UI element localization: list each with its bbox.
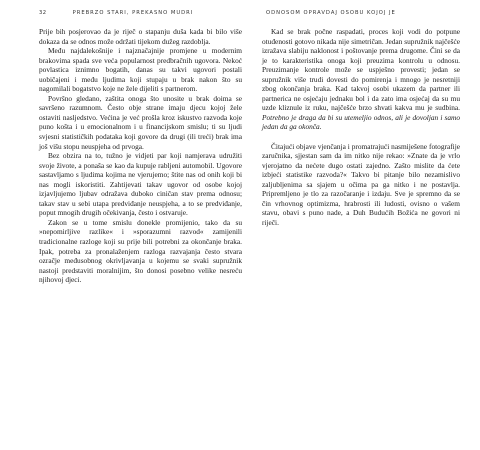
paragraph: Čitajući objave vjenčanja i promatrajući nasmiješene fotografije zaručnika, sjjestan sam da im nitko nije rekao: »Znate da je vrlo vjerojatno da nećete dugo ostati zajedno. Zašto mislite da ćete izbjeći statistike razvoda?« Takvo bi pitanje bilo nezamislivo zaljubljenima sa sjajem u očima pa ga nitko i ne postavlja. Pripremljeno je tlo za razočaranje i izdaju. Sve je spremno da se čin vrhovnog optimizma, hrabrosti ili ludosti, ovisno o vašem stavu, obavi s puno nade, a Duh Budućih Božića ne govori ni riječi. [262,141,460,227]
paragraph-text: Kad se brak počne raspadati, proces koji vodi do potpune otuđenosti gotovo nikada nije simetričan. Jedan supružnik najčešće izražava slabiju naklonost i poštovanje prema drugome. Čini se da je to karakteristika onoga koji preuzima kontrolu u odnosu. Preuzimanje kontrole može se uspješno provesti; jedan se supružnik više trudi dovesti do pomirenja i mnogo je nesretniji zbog okončanja braka. Kad takvoj osobi ukazem da partner ili partnerica ne osjećaju jednaku bol i da zato ima osjećaj da su mu uzde kliznule iz ruku, najčešće brzo shvati kakva mu je sudbina. [262,27,460,113]
right-running-title: ODNOSOM OPRAVDAJ OSOBU KOJOJ JE [266,10,396,16]
emphasized-text: Potrebno je draga da bi su utemeljio odnos, ali je dovoljan i samo jedan da ga okonča. [262,112,460,132]
paragraph: Bez obzira na to, tužno je vidjeti par koji namjerava udružiti svoje živote, a ponaša se kao da kupuje rabljeni automobil. Ugovore sastavljamo s ljudima kojima ne vjerujemo; štite nas od onih koji bi nas mogli iskoristiti. Zahtijevati takav ugovor od osobe kojoj izjavljujemo ljubav odražava duboko ciničan stav prema odnosu; takav stav u sebi utapa predviđanje neuspjeha, a to se predviđanje, poput mnogih drugih očekivanja, često i ostvaruje. [39,151,242,218]
right-page-header [266,7,448,19]
paragraph: Prije bih posjerovao da je riječ o stapanju duša kada bi bilo više dokaza da se odnos može održati tijekom dužeg razdoblja. [39,27,242,46]
left-running-title: PREBRZO STARI, PREKASNO MUDRI [72,10,194,16]
page-number: 32 [39,10,47,16]
left-text-column [39,27,242,285]
paragraph [262,27,460,132]
paragraph: Zakon se u tome smislu donekle promijenio, tako da su »nepomirljive razlike« i »sporazumni razvod« zamijenili tradicionalne razloge koji su prije bili potrebni za okončanje braka. Ipak, potreba za pronalaženjem razloga razvajanja često stvara ozračje međusobnog okrivljavanja u kojemu se svaki supružnik nastoji predstaviti moralnijim, što donosi posebno velike nesreću njihovoj djeci. [39,217,242,285]
left-page-header [39,7,237,19]
paragraph: Među najdalekošnije i najznačajnije promjene u modernim brakovima spada sve veća popularnost predbračnih ugovora. Nekoć povlastica iznimno bogatih, danas su takvi ugovori postali uobičajeni i među ljudima koji stupaju u brak nakon što su nagomilali bogatstvo koje ne žele dijeliti s partnerom. [39,46,242,94]
right-text-column [262,27,460,227]
paragraph: Površno gledano, zaštita onoga što unosite u brak doima se savršeno razumnom. Često obje strane imaju djecu kojoj žele ostaviti nasljedstvo. Većina je već prošla kroz iskustvo razvoda koje puno košta i u emocionalnom i u financijskom smislu; ti su ljudi svjesni statističkih podataka koji govore da drugi (ili treći) brak ima još višu stopu neuspjeha od prvoga. [39,93,242,151]
